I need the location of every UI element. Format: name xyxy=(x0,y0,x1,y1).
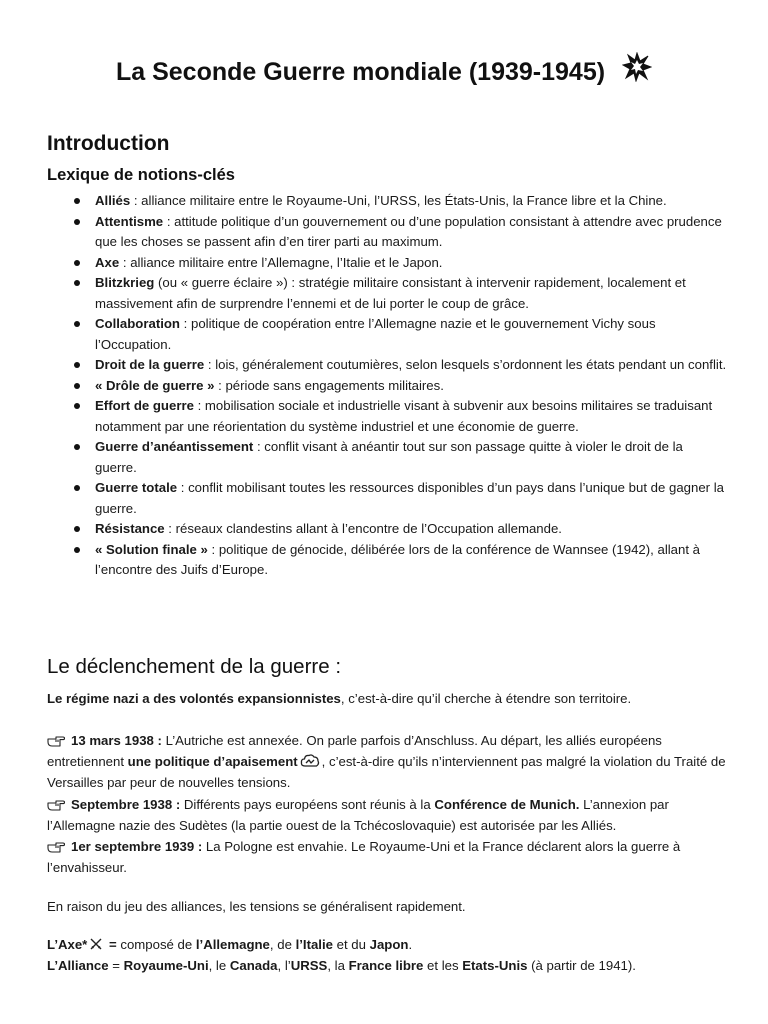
event-date: 13 mars 1938 : xyxy=(71,733,162,748)
list-item xyxy=(47,396,727,437)
paragraph-expansion xyxy=(47,689,727,710)
definition: : période sans engagements militaires. xyxy=(214,377,444,393)
bold-text: L’Axe* xyxy=(47,937,88,952)
bold-text: L’Alliance xyxy=(47,958,109,973)
event-anschluss xyxy=(47,731,727,793)
text: et les xyxy=(423,958,463,973)
definition: : politique de génocide, délibérée lors de la conférence de Wannsee (1942), allant à l’encontre des Juifs d’Europe. xyxy=(95,541,701,577)
term: Axe xyxy=(95,254,120,270)
text: = xyxy=(108,958,124,973)
term: « Drôle de guerre » xyxy=(95,377,215,393)
text: , c’est-à-dire qu’il cherche à étendre son territoire. xyxy=(340,691,632,706)
definition: (ou « guerre éclaire ») : stratégie militaire consistant à intervenir rapidement, localement et massivement afin de surprendre l’ennemi et de lui porter le coup de grâce. xyxy=(95,275,686,311)
term: « Solution finale » xyxy=(95,541,208,557)
term: Alliés xyxy=(95,193,131,208)
title-text: La Seconde Guerre mondiale (1939-1945) xyxy=(115,58,606,87)
term: Effort de guerre xyxy=(95,398,194,413)
list-item xyxy=(47,273,727,314)
term: Guerre totale xyxy=(95,480,178,495)
list-item xyxy=(47,437,727,478)
section-heading: Le déclenchement de la guerre : xyxy=(47,655,342,678)
list-item xyxy=(47,191,727,212)
event-date: 1er septembre 1939 : xyxy=(71,839,203,854)
page-title xyxy=(0,58,768,89)
term: Résistance xyxy=(95,521,165,536)
pointing-hand-icon xyxy=(47,839,65,853)
bold-text: Canada xyxy=(229,958,278,973)
list-item xyxy=(47,519,727,540)
term: Collaboration xyxy=(95,316,180,331)
text: (à partir de 1941). xyxy=(527,958,636,973)
text: , de xyxy=(269,937,296,952)
crossed-swords-icon xyxy=(90,936,102,948)
alliance-line xyxy=(47,956,727,977)
intro-heading: Introduction xyxy=(47,132,170,155)
text: , c’est-à-dire qu’ils n’interviennent pas malgré la violation du Traité de Versailles par peur de nouvelles tensions. xyxy=(47,753,726,790)
list-item xyxy=(47,540,727,581)
bold-text: URSS xyxy=(290,958,328,973)
event-poland xyxy=(47,837,727,879)
definition: : lois, généralement coutumières, selon lesquels s’ordonnent les états pendant un conflit. xyxy=(204,357,727,372)
cloud-icon xyxy=(300,753,320,769)
text: , la xyxy=(327,958,349,973)
text: composé de xyxy=(116,937,196,952)
text: , le xyxy=(208,958,230,973)
lexique-list xyxy=(47,191,727,581)
list-item xyxy=(47,478,727,519)
pointing-hand-icon xyxy=(47,797,65,811)
list-item xyxy=(47,253,727,274)
list-item xyxy=(47,376,727,397)
bold-text: Le régime nazi a des volontés expansionnistes xyxy=(47,691,341,706)
text: . xyxy=(408,937,413,952)
text: et du xyxy=(332,937,370,952)
explosion-icon xyxy=(622,52,652,89)
definition: : conflit visant à anéantir tout sur son passage quitte à violer le droit de la guerre. xyxy=(95,439,683,475)
bold-text: une politique d’apaisement xyxy=(127,753,298,769)
bold-text: Japon xyxy=(369,937,409,952)
text: Différents pays européens sont réunis à la xyxy=(180,797,435,812)
term: Guerre d’anéantissement xyxy=(95,439,254,454)
term: Blitzkrieg xyxy=(95,275,155,290)
text: , l’ xyxy=(277,958,291,973)
bold-text: Royaume-Uni xyxy=(123,958,209,973)
axe-line xyxy=(47,935,727,956)
event-date: Septembre 1938 : xyxy=(71,797,181,812)
paragraph-alliances: En raison du jeu des alliances, les tensions se généralisent rapidement. xyxy=(47,899,466,914)
text: L’annexion par l’Allemagne nazie des Sudètes (la partie ouest de la Tchécoslovaquie) est autorisée par les Alliés. xyxy=(47,797,669,833)
bold-text: l’Italie xyxy=(295,937,333,952)
text: La Pologne est envahie. Le Royaume-Uni et la France déclarent alors la guerre à l’envahisseur. xyxy=(47,839,681,875)
bold-text: Etats-Unis xyxy=(462,958,528,973)
bold-text: = xyxy=(105,937,117,952)
term: Droit de la guerre xyxy=(95,357,205,372)
pointing-hand-icon xyxy=(47,733,65,747)
definition: : attitude politique d’un gouvernement ou d’une population consistant à attendre avec prudence que les choses se passent afin d’en tirer parti au maximum. xyxy=(95,213,722,249)
bold-text: l’Allemagne xyxy=(195,937,270,952)
list-item xyxy=(47,212,727,253)
definition: : mobilisation sociale et industrielle visant à subvenir aux besoins militaires se traduisant notamment par une réorientation du système industriel et une économie de guerre. xyxy=(95,398,713,434)
list-item xyxy=(47,355,727,376)
event-munich xyxy=(47,795,727,837)
definition: : politique de coopération entre l’Allemagne nazie et le gouvernement Vichy sous l’Occupation. xyxy=(95,316,656,352)
definition: : conflit mobilisant toutes les ressources disponibles d’un pays dans l’unique but de gagner la guerre. xyxy=(95,480,724,516)
term: Attentisme xyxy=(95,213,164,229)
bold-text: France libre xyxy=(348,958,424,973)
lexique-heading: Lexique de notions-clés xyxy=(47,166,235,184)
definition: : alliance militaire entre l’Allemagne, l’Italie et le Japon. xyxy=(119,254,443,270)
definition: : alliance militaire entre le Royaume-Uni, l’URSS, les États-Unis, la France libre et la Chine. xyxy=(130,193,667,208)
definition: : réseaux clandestins allant à l’encontre de l’Occupation allemande. xyxy=(164,521,562,536)
text: L’Autriche est annexée. On parle parfois d’Anschluss. Au départ, les alliés européens entretiennent xyxy=(47,733,662,769)
list-item xyxy=(47,314,727,355)
bold-text: Conférence de Munich. xyxy=(434,797,580,812)
